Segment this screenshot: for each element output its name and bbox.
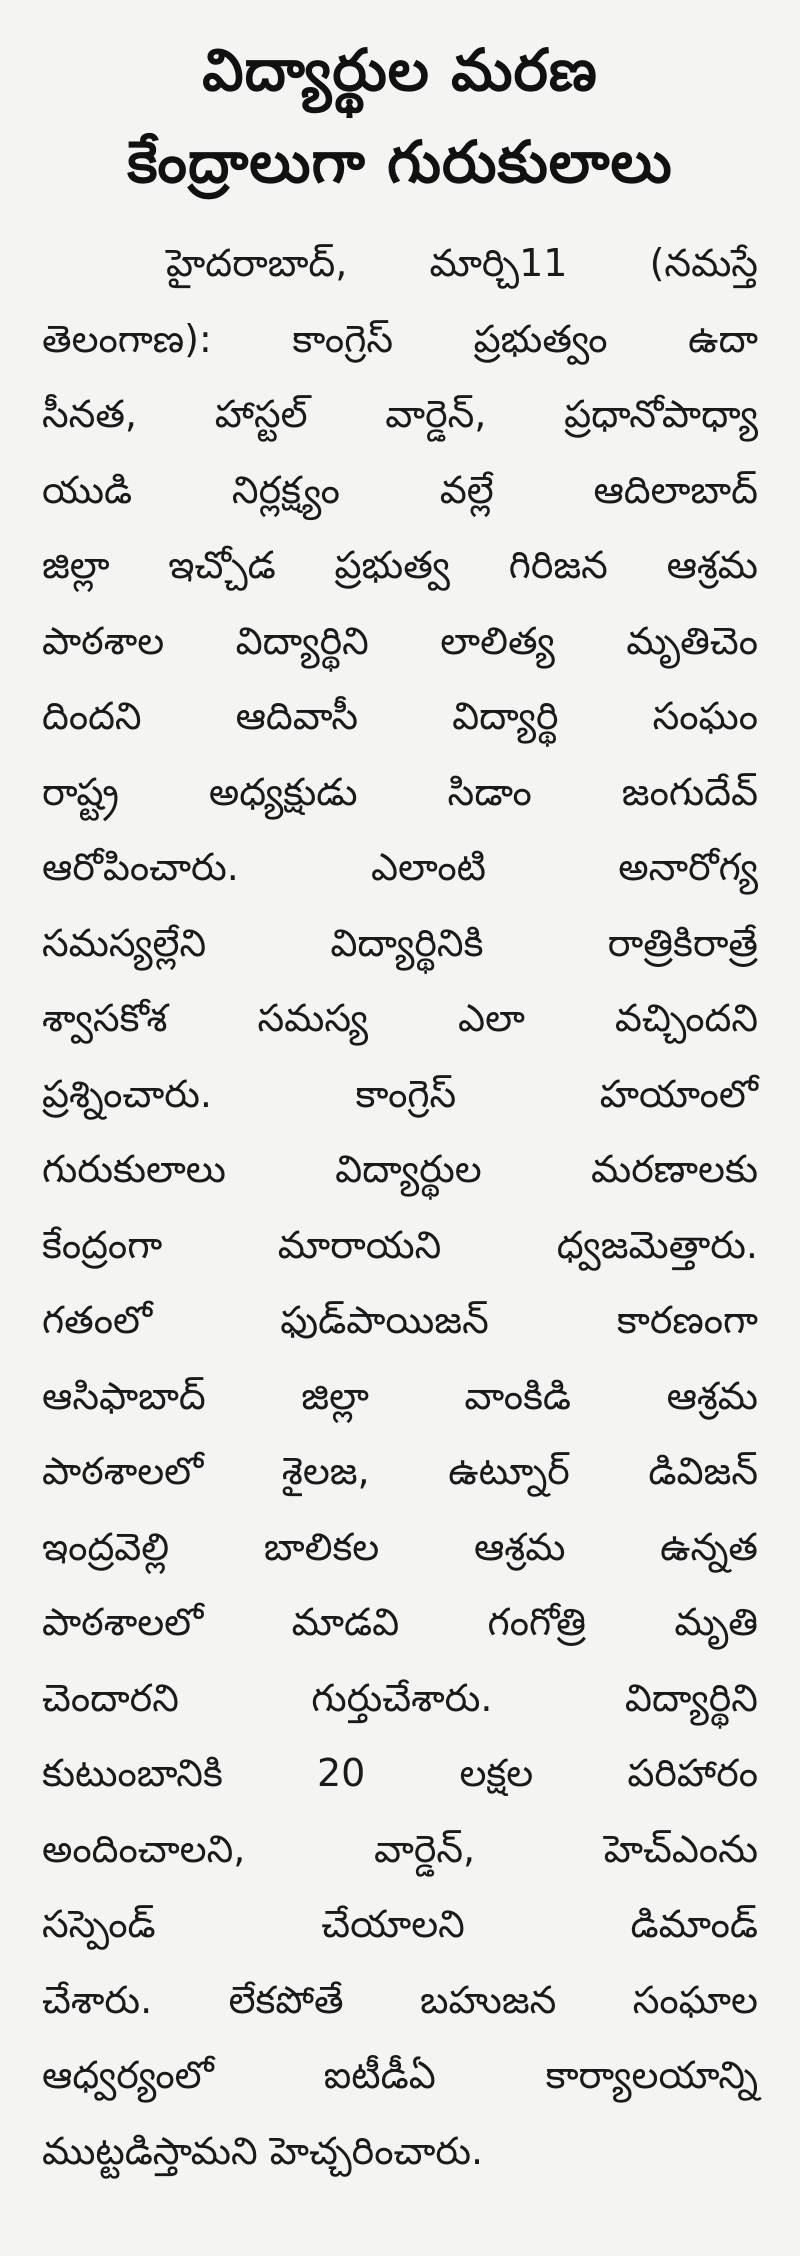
- body-line-5: జిల్లా ఇచ్చోడ ప్రభుత్వ గిరిజన ఆశ్రమ: [42, 543, 758, 587]
- body-line-14: కేంద్రంగా మారాయని ధ్వజమెత్తారు.: [42, 1222, 758, 1267]
- body-line-21: కుటుంబానికి 20 లక్షల పరిహారం: [42, 1751, 758, 1795]
- body-line-2: తెలంగాణ): కాంగ్రెస్ ప్రభుత్వం ఉదా: [42, 316, 758, 361]
- body-line-20: చెందారని గుర్తుచేశారు. విద్యార్థిని: [42, 1675, 758, 1720]
- body-line-15: గతంలో ఫుడ్‌పాయిజన్ కారణంగా: [42, 1298, 758, 1342]
- body-line-10: సమస్యల్లేని విద్యార్థినికి రాత్రికిరాత్రే: [42, 920, 758, 965]
- body-line-8: రాష్ట్ర అధ్యక్షుడు సిడాం జంగుదేవ్: [42, 769, 758, 814]
- body-line-19: పాఠశాలలో మాడవి గంగోత్రి మృతి: [42, 1600, 758, 1644]
- headline-line-2: కేంద్రాలుగా గురుకులాలు: [127, 128, 673, 196]
- body-line-16: ఆసిఫాబాద్ జిల్లా వాంకిడి ఆశ్రమ: [42, 1373, 758, 1418]
- body-line-3: సీనత, హాస్టల్ వార్డెన్, ప్రధానోపాధ్యా: [42, 392, 758, 436]
- body-line-11: శ్వాసకోశ సమస్య ఎలా వచ్చిందని: [42, 996, 758, 1040]
- body-line-25: ఆధ్వర్యంలో ఐటీడీఏ కార్యాలయాన్ని: [42, 2053, 758, 2097]
- article-headline: [42, 24, 758, 208]
- body-line-7: దిందని ఆదివాసీ విద్యార్థి సంఘం: [42, 694, 758, 738]
- body-line-13: గురుకులాలు విద్యార్థుల మరణాలకు: [42, 1147, 758, 1191]
- body-line-1: హైదరాబాద్, మార్చి11 (నమస్తే: [166, 241, 758, 285]
- body-line-6: పాఠశాల విద్యార్థిని లాలిత్య మృతిచెం: [42, 618, 758, 663]
- body-line-9: ఆరోపించారు. ఎలాంటి అనారోగ్య: [42, 845, 758, 889]
- body-line-26: ముట్టడిస్తామని హెచ్చరించారు.: [42, 2128, 484, 2173]
- article-body: [42, 226, 758, 2189]
- body-line-22: అందించాలని, వార్డెన్, హెచ్ఎంను: [42, 1826, 758, 1871]
- body-line-4: యుడి నిర్లక్ష్యం వల్లే ఆదిలాబాద్: [42, 467, 758, 512]
- body-line-18: ఇంద్రవెల్లి బాలికల ఆశ్రమ ఉన్నత: [42, 1524, 758, 1569]
- body-line-23: సస్పెండ్ చేయాలని డిమాండ్: [42, 1902, 758, 1946]
- body-line-17: పాఠశాలలో శైలజ, ఉట్నూర్ డివిజన్: [42, 1449, 758, 1493]
- headline-line-1: విద్యార్థుల మరణ: [202, 36, 598, 104]
- body-line-24: చేశారు. లేకపోతే బహుజన సంఘాల: [42, 1977, 758, 2022]
- body-line-12: ప్రశ్నించారు. కాంగ్రెస్ హయాంలో: [42, 1071, 758, 1116]
